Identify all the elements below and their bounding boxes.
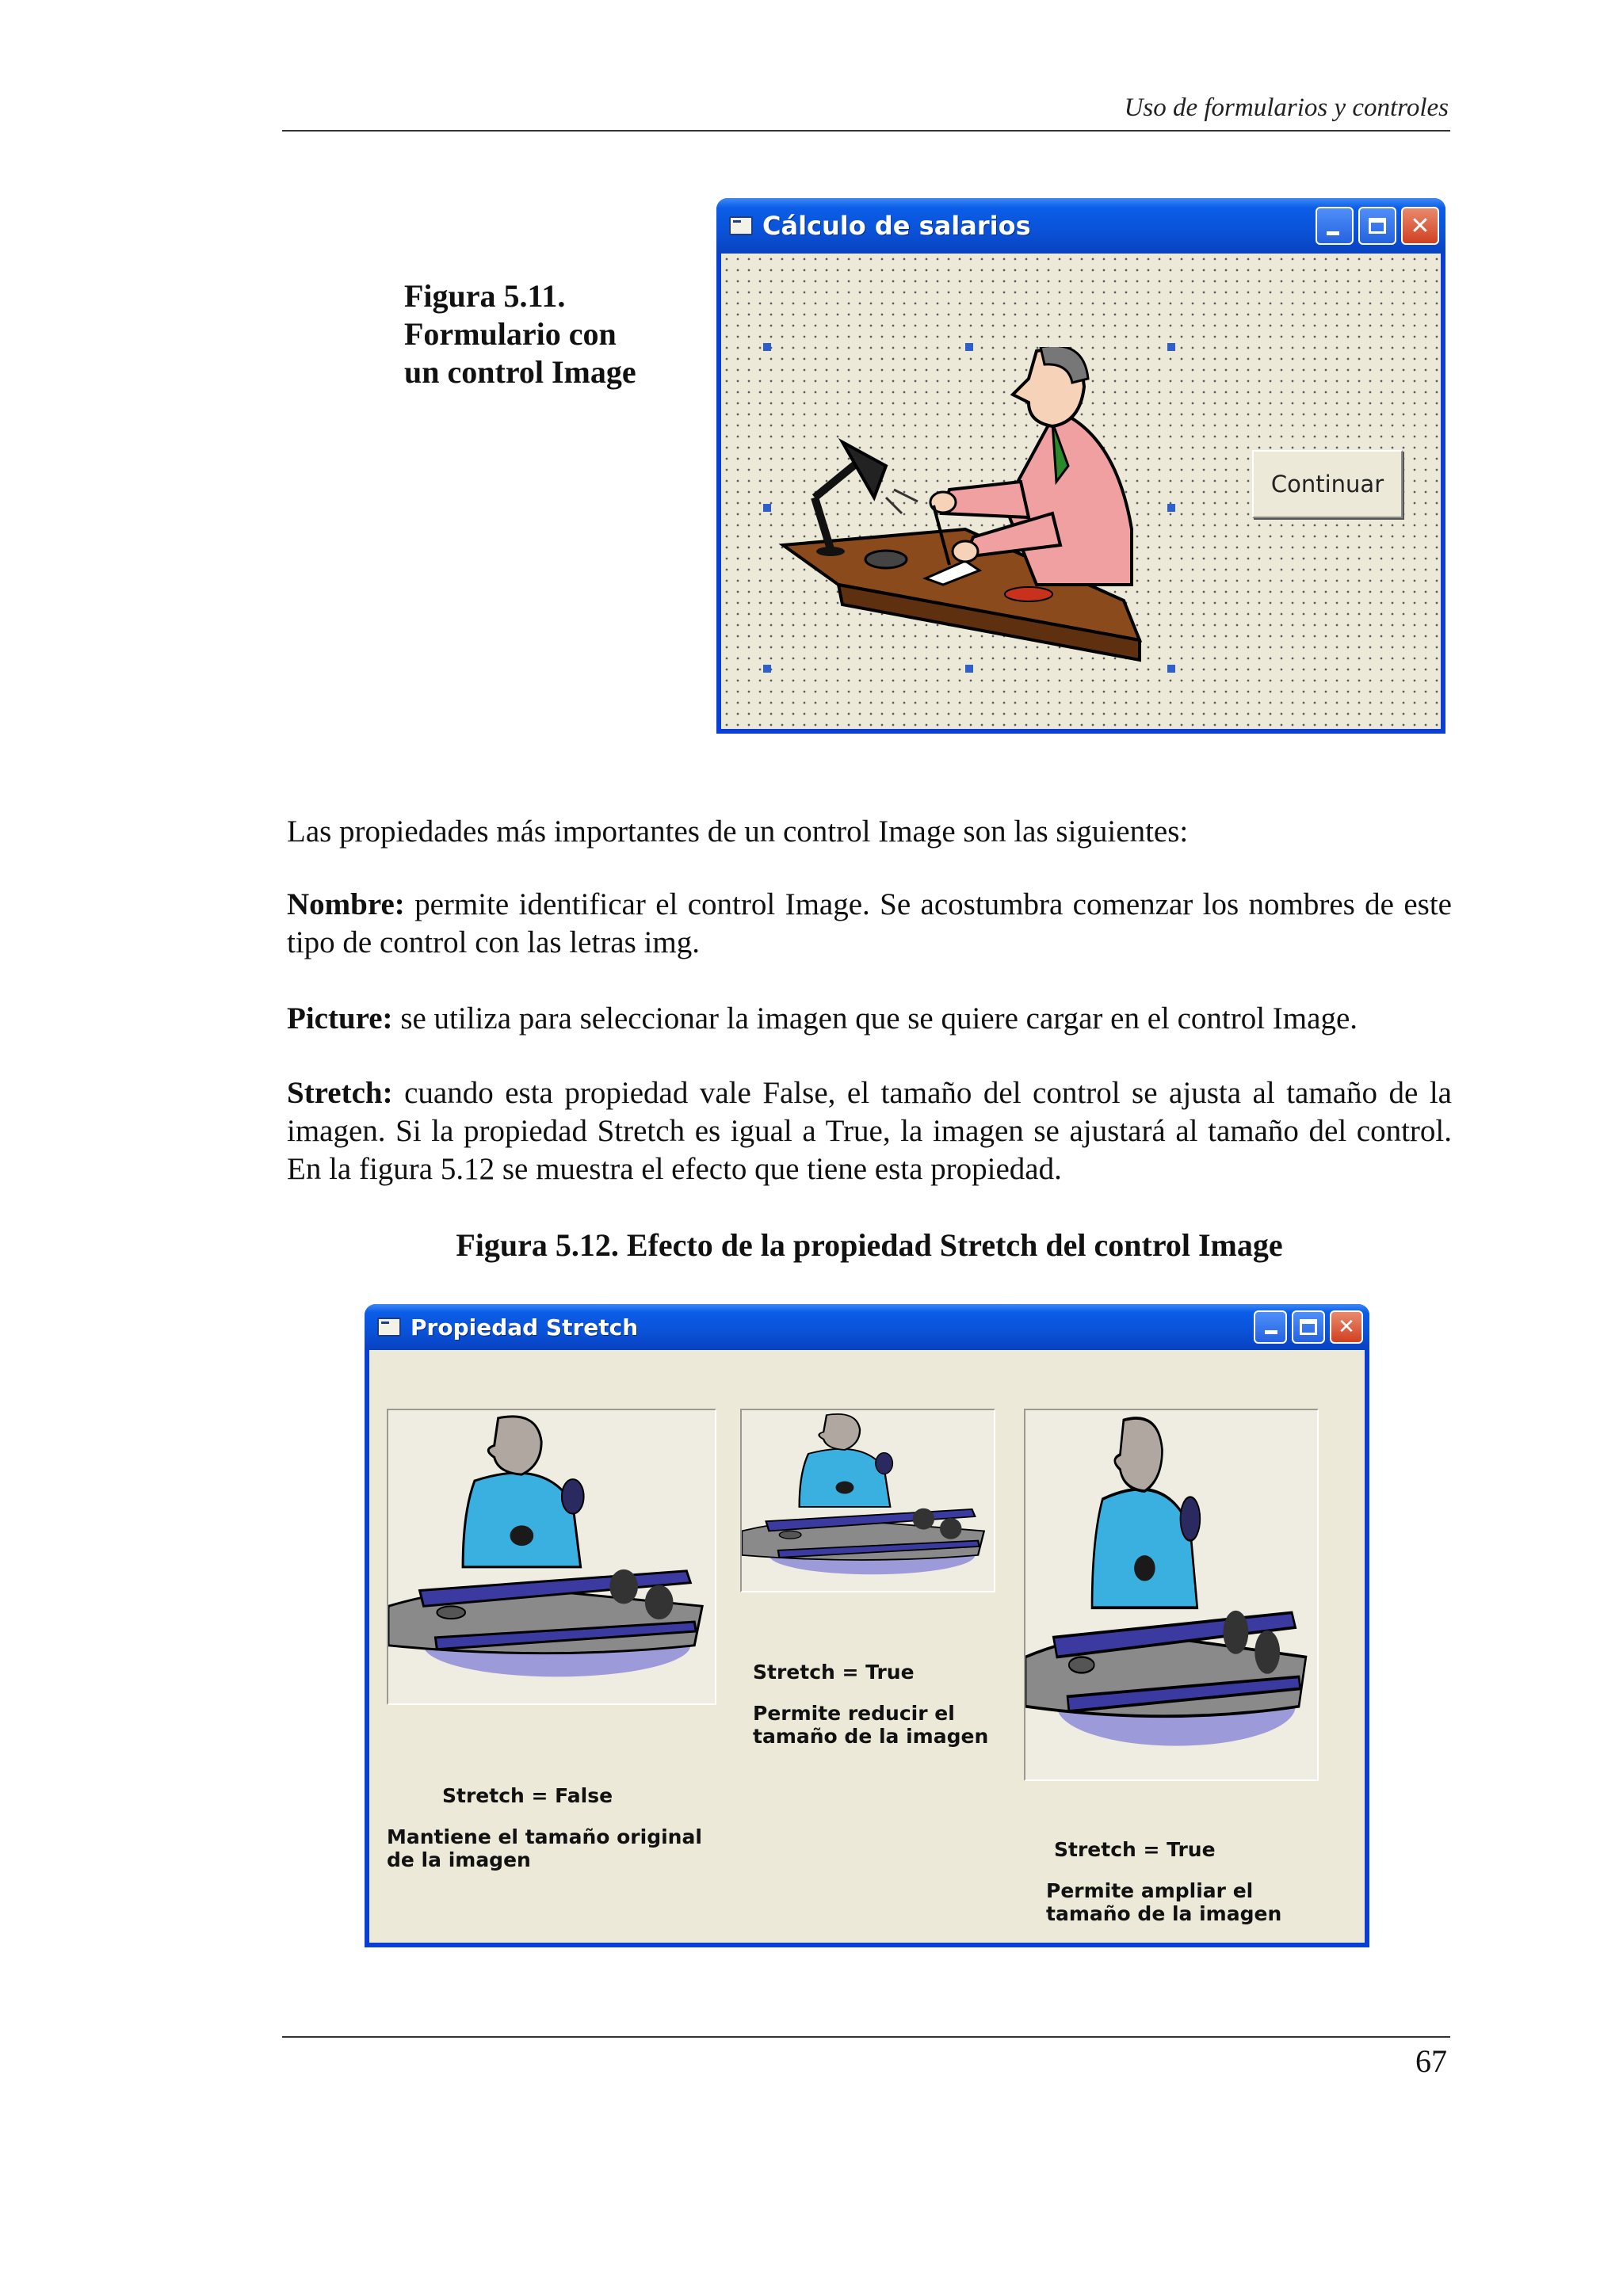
picture-paragraph [287, 1000, 1452, 1038]
page-number: 67 [1415, 2043, 1447, 2079]
panel-label: Stretch = True [753, 1661, 915, 1684]
form-client-area [369, 1350, 1365, 1943]
panel-description [753, 1702, 988, 1748]
man-on-skateboard-illustration [742, 1410, 994, 1591]
minimize-icon [1265, 1330, 1277, 1334]
nombre-paragraph [287, 886, 1452, 962]
description-line: Mantiene el tamaño original [387, 1825, 702, 1848]
window-controls [1254, 1310, 1363, 1344]
selection-handle[interactable] [763, 665, 771, 673]
nombre-text: permite identificar el control Image. Se acostumbra comenzar los nombres de este tipo de control con las letras img. [287, 887, 1452, 959]
close-button[interactable] [1330, 1310, 1363, 1344]
term-picture: Picture: [287, 1001, 393, 1035]
maximize-button[interactable] [1358, 207, 1396, 245]
description-line: tamaño de la imagen [753, 1725, 989, 1748]
stretch-text: cuando esta propiedad vale False, el tamaño del control se ajusta al tamaño de la imagen. Si la propiedad Stretch es igual a True, la imagen se ajustará al tamaño del control. En la figura 5.12 se muestra el efecto que tiene esta propiedad. [287, 1076, 1452, 1186]
intro-paragraph: Las propiedades más importantes de un control Image son las siguientes: [287, 814, 1189, 849]
figure-5-11-caption [404, 277, 705, 391]
term-stretch: Stretch: [287, 1076, 393, 1110]
minimize-button[interactable] [1316, 207, 1354, 245]
maximize-icon [1300, 1319, 1317, 1335]
maximize-button[interactable] [1292, 1310, 1325, 1344]
window-title: Cálculo de salarios [762, 211, 1031, 241]
term-nombre: Nombre: [287, 887, 405, 921]
figure-5-12-caption: Figura 5.12. Efecto de la propiedad Stretch del control Image [456, 1227, 1283, 1263]
close-icon: ✕ [1410, 212, 1430, 240]
footer-rule [282, 2036, 1450, 2038]
picture-text: se utiliza para seleccionar la imagen que se quiere cargar en el control Image. [392, 1001, 1358, 1035]
window-titlebar[interactable] [365, 1304, 1369, 1350]
image-panel-original[interactable] [387, 1409, 716, 1705]
selection-handle[interactable] [763, 343, 771, 351]
panel-description [1046, 1879, 1281, 1925]
panel-label: Stretch = True [1054, 1838, 1216, 1861]
image-panel-enlarged[interactable] [1024, 1409, 1319, 1781]
panel-description [387, 1825, 702, 1871]
selection-handle[interactable] [763, 504, 771, 512]
description-line: tamaño de la imagen [1046, 1902, 1282, 1925]
man-on-skateboard-illustration [388, 1410, 715, 1703]
selection-handle[interactable] [1167, 665, 1175, 673]
close-icon: ✕ [1338, 1315, 1355, 1339]
window-title: Propiedad Stretch [411, 1314, 639, 1341]
stretch-paragraph [287, 1074, 1452, 1188]
image-panel-reduced[interactable] [740, 1409, 995, 1592]
form-icon [377, 1318, 401, 1337]
panel-label: Stretch = False [442, 1784, 613, 1807]
maximize-icon [1369, 218, 1386, 234]
caption-number: Figura 5.11. [404, 278, 566, 314]
image-control[interactable] [767, 347, 1171, 669]
continuar-button[interactable]: Continuar [1252, 450, 1403, 518]
form-design-surface[interactable] [721, 254, 1441, 729]
form-icon [729, 216, 753, 235]
window-controls [1316, 207, 1439, 245]
selection-handle[interactable] [1167, 343, 1175, 351]
window-titlebar[interactable] [716, 198, 1445, 254]
caption-line: Formulario con [404, 316, 617, 352]
man-on-skateboard-illustration [1025, 1410, 1317, 1779]
close-button[interactable] [1401, 207, 1439, 245]
description-line: Permite reducir el [753, 1702, 955, 1725]
salarios-window [716, 198, 1445, 734]
description-line: de la imagen [387, 1848, 531, 1871]
minimize-button[interactable] [1254, 1310, 1287, 1344]
minimize-icon [1327, 231, 1339, 235]
selection-handle[interactable] [965, 665, 973, 673]
selection-handle[interactable] [1167, 504, 1175, 512]
description-line: Permite ampliar el [1046, 1879, 1254, 1902]
header-rule [282, 130, 1450, 132]
caption-line: un control Image [404, 354, 636, 390]
running-header: Uso de formularios y controles [1124, 93, 1449, 122]
selection-handle[interactable] [965, 343, 973, 351]
man-writing-illustration [767, 347, 1171, 669]
stretch-window [365, 1304, 1369, 1947]
